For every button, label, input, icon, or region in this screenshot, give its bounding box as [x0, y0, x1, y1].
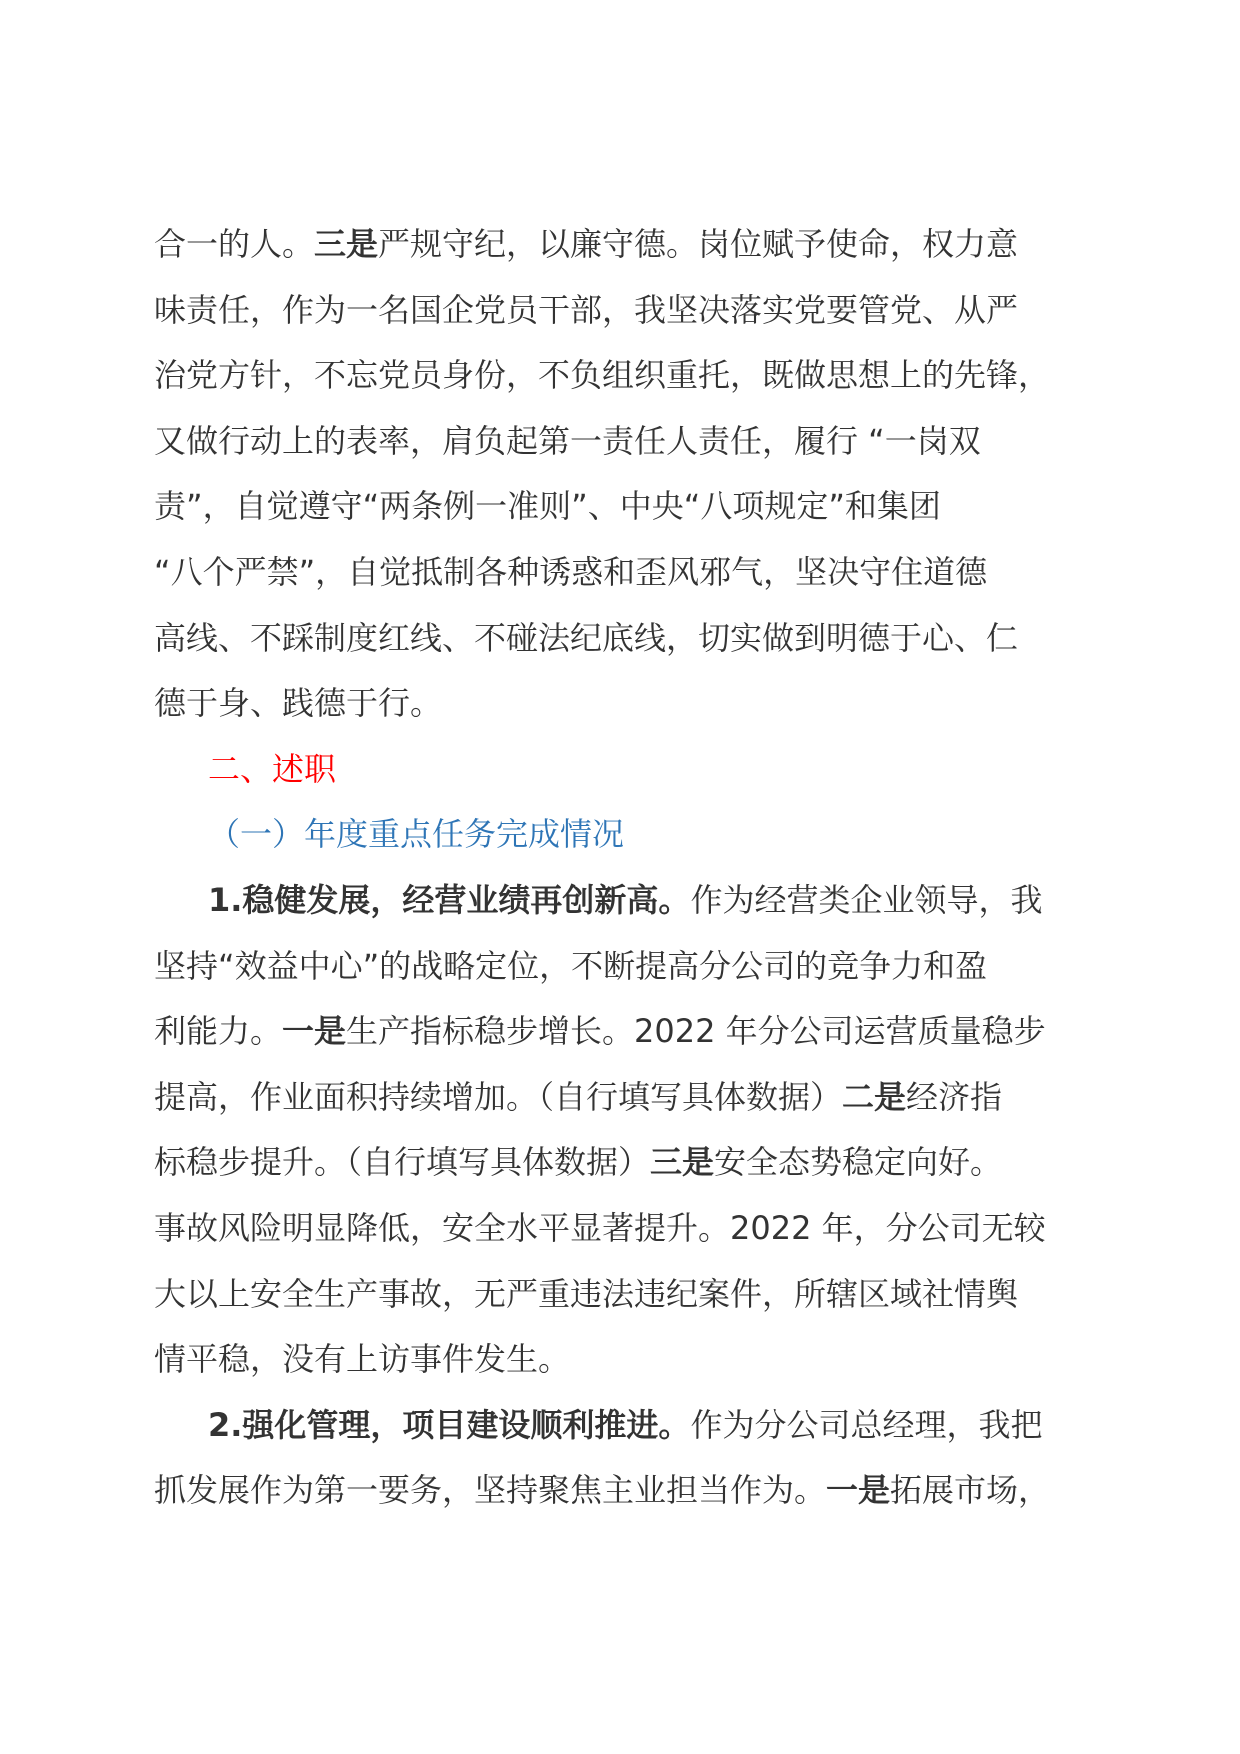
text-run: 拓展市场，	[890, 1471, 1051, 1510]
paragraph-lead-line	[154, 868, 1084, 934]
bold-keyword: 三是	[650, 1143, 715, 1182]
sub-heading: （一）年度重点任务完成情况	[208, 815, 625, 854]
text-line: 又做行动上的表率，肩负起第一责任人责任，履行 “一岗双	[154, 421, 981, 460]
text-line	[154, 1130, 1084, 1196]
text-run: 利能力。	[154, 1012, 283, 1051]
text-line	[154, 1065, 1084, 1131]
text-run: 抓发展作为第一要务，坚持聚焦主业担当作为。	[154, 1471, 827, 1510]
document-body	[154, 212, 1084, 1524]
bold-keyword: 一是	[826, 1471, 891, 1510]
text-line: 高线、不踩制度红线、不碰法纪底线，切实做到明德于心、仁	[154, 618, 1019, 657]
bold-lead: 2.强化管理，项目建设顺利推进。	[208, 1405, 691, 1444]
text-line	[154, 212, 1084, 278]
text-line	[154, 1458, 1084, 1524]
text-line: 情平稳，没有上访事件发生。	[154, 1340, 571, 1379]
text-run: 作为分公司总经理，我把	[690, 1405, 1043, 1444]
text-line: 大以上安全生产事故，无严重违法违纪案件，所辖区域社情舆	[154, 1274, 1019, 1313]
text-line: 德于身、践德于行。	[154, 684, 443, 723]
text-line: 治党方针，不忘党员身份，不负组织重托，既做思想上的先锋，	[154, 356, 1051, 395]
text-run: 安全态势稳定向好。	[714, 1143, 1003, 1182]
text-line: “八个严禁”，自觉抵制各种诱惑和歪风邪气，坚决守住道德	[154, 552, 988, 591]
text-run: 标稳步提升。（自行填写具体数据）	[154, 1143, 651, 1182]
text-run: 生产指标稳步增长。2022 年分公司运营质量稳步	[346, 1012, 1046, 1051]
text-run: 经济指	[906, 1077, 1003, 1116]
text-line: 责”，自觉遵守“两条例一准则”、中央“八项规定”和集团	[154, 487, 941, 526]
section-heading: 二、述职	[208, 749, 337, 788]
text-run: 严规守纪，以廉守德。岗位赋予使命，权力意	[378, 225, 1019, 263]
bold-keyword: 一是	[282, 1012, 347, 1051]
text-line: 坚持“效益中心”的战略定位，不断提高分公司的竞争力和盈	[154, 946, 988, 985]
text-run: 合一的人。	[154, 225, 315, 263]
paragraph-lead-line	[154, 1393, 1084, 1459]
bold-keyword: 二是	[842, 1077, 907, 1116]
text-run: 提高，作业面积持续增加。（自行填写具体数据）	[154, 1077, 843, 1116]
text-line	[154, 999, 1084, 1065]
text-line: 事故风险明显降低，安全水平显著提升。2022 年，分公司无较	[154, 1208, 1046, 1247]
bold-lead: 1.稳健发展，经营业绩再创新高。	[208, 880, 691, 919]
bold-keyword: 三是	[314, 225, 379, 263]
text-run: 作为经营类企业领导，我	[690, 880, 1043, 919]
text-line: 味责任，作为一名国企党员干部，我坚决落实党要管党、从严	[154, 290, 1019, 329]
